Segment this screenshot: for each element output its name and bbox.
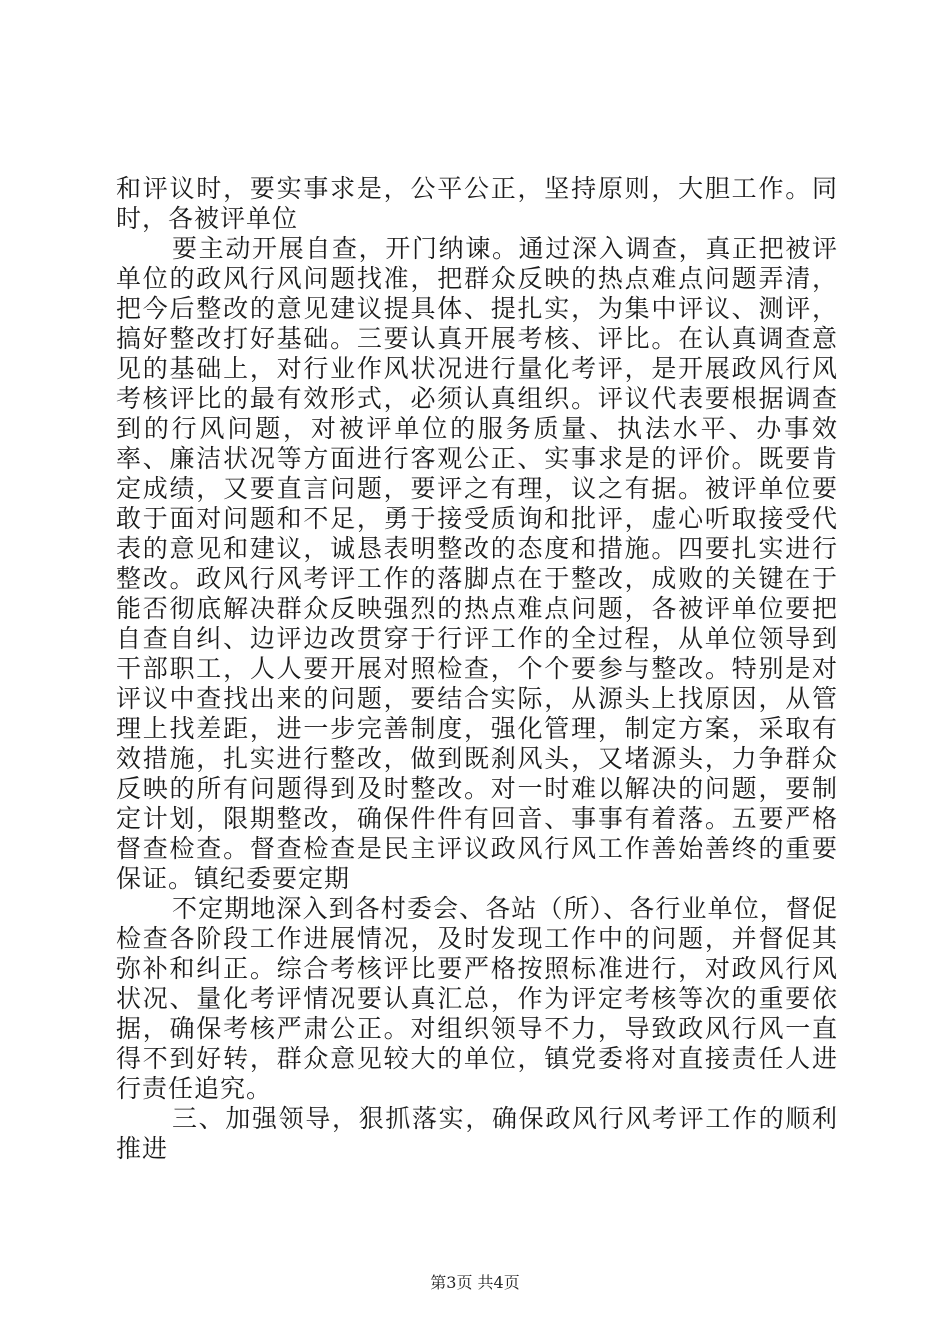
paragraph-3: 不定期地深入到各村委会、各站（所）、各行业单位，督促检查各阶段工作进展情况，及时发现工作中的问题，并督促其弥补和纠正。综合考核评比要严格按照标准进行，对政风行风状况、量化考评情况要认真汇总，作为评定考核等次的重要依据，确保考核严肃公正。对组织领导不力，导致政风行风一直得不到好转，群众意见较大的单位，镇党委将对直接责任人进行责任追究。 — [116, 894, 838, 1103]
page-footer: 第3页 共4页 — [430, 1273, 520, 1292]
section-heading: 三、加强领导，狠抓落实，确保政风行风考评工作的顺利推进 — [116, 1104, 838, 1163]
paragraph-2: 要主动开展自查，开门纳谏。通过深入调查，真正把被评单位的政风行风问题找准，把群众反映的热点难点问题弄清，把今后整改的意见建议提具体、提扎实，为集中评议、测评，搞好整改打好基础。三要认真开展考核、评比。在认真调查意见的基础上，对行业作风状况进行量化考评，是开展政风行风考核评比的最有效形式，必须认真组织。评议代表要根据调查到的行风问题，对被评单位的服务质量、执法水平、办事效率、廉洁状况等方面进行客观公正、实事求是的评价。既要肯定成绩，又要直言问题，要评之有理，议之有据。被评单位要敢于面对问题和不足，勇于接受质询和批评，虚心听取接受代表的意见和建议，诚恳表明整改的态度和措施。四要扎实进行整改。政风行风考评工作的落脚点在于整改，成败的关键在于能否彻底解决群众反映强烈的热点难点问题，各被评单位要把自查自纠、边评边改贯穿于行评工作的全过程，从单位领导到干部职工，人人要开展对照检查，个个要参与整改。特别是对评议中查找出来的问题，要结合实际，从源头上找原因，从管理上找差距，进一步完善制度，强化管理，制定方案，采取有效措施，扎实进行整改，做到既刹风头，又堵源头，力争群众反映的所有问题得到及时整改。对一时难以解决的问题，要制定计划，限期整改，确保件件有回音、事事有着落。五要严格督查检查。督查检查是民主评议政风行风工作善始善终的重要保证。镇纪委要定期 — [116, 234, 838, 893]
document-body — [116, 174, 838, 1164]
paragraph-1: 和评议时，要实事求是，公平公正，坚持原则，大胆工作。同时，各被评单位 — [116, 174, 838, 233]
